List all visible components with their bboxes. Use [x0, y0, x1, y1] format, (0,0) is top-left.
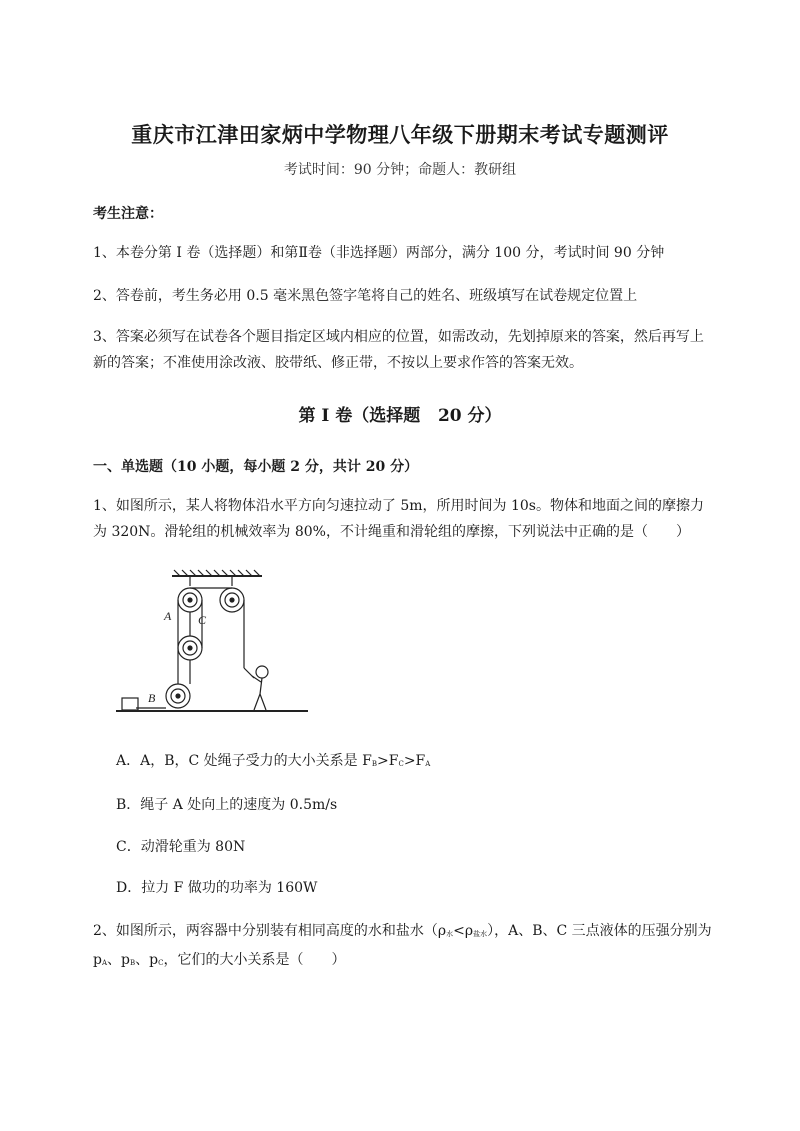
label-b: B	[148, 691, 156, 705]
section-title: 第 I 卷（选择题 20 分）	[298, 406, 502, 426]
pulley-diagram	[112, 568, 312, 724]
question-1-stem: 1、如图所示，某人将物体沿水平方向匀速拉动了 5m，所用时间为 10s。物体和地面之间的摩擦力为 320N。滑轮组的机械效率为 80%，不计绳重和滑轮组的摩擦，下列说法中正确的是（ ）	[93, 498, 704, 540]
option-a-prefix: A．A，B，C 处绳子受力的大小关系是	[116, 753, 363, 769]
option-a[interactable]: A．A，B，C 处绳子受力的大小关系是 $F_B>F_C>F_A$	[116, 753, 431, 769]
label-a: A	[164, 609, 172, 623]
question-2-stem: 2、如图所示，两容器中分别装有相同高度的水和盐水$(\rho_水<\rho_{盐水})$，A、B、C 三点液体的压强分别为 $p_A$、$p_B$、$p_C$，它们的大小关系是（ ）	[93, 923, 712, 968]
notice-heading: 考生注意：	[93, 206, 163, 222]
part-heading: 一、单选题（10 小题，每小题 2 分，共计 20 分）	[93, 459, 419, 475]
exam-info: 考试时间：90 分钟；命题人：教研组	[283, 162, 517, 178]
option-c[interactable]: C．动滑轮重为 80N	[116, 839, 246, 855]
pulley-figure-svg	[112, 568, 312, 720]
option-b[interactable]: B．绳子 A 处向上的速度为 0.5m/s	[116, 797, 338, 813]
option-d[interactable]: D．拉力 F 做功的功率为 160W	[116, 880, 318, 896]
notice-item-3: 3、答案必须写在试卷各个题目指定区域内相应的位置，如需改动，先划掉原来的答案，然后再写上新的答案；不准使用涂改液、胶带纸、修正带，不按以上要求作答的答案无效。	[93, 329, 704, 371]
notice-item-1: 1、本卷分第 I 卷（选择题）和第Ⅱ卷（非选择题）两部分，满分 100 分，考试时间 90 分钟	[93, 245, 665, 261]
notice-item-2: 2、答卷前，考生务必用 0.5 毫米黑色签字笔将自己的姓名、班级填写在试卷规定位置上	[93, 288, 638, 304]
label-c: C	[198, 613, 207, 627]
page-title: 重庆市江津田家炳中学物理八年级下册期末考试专题测评	[131, 122, 669, 147]
